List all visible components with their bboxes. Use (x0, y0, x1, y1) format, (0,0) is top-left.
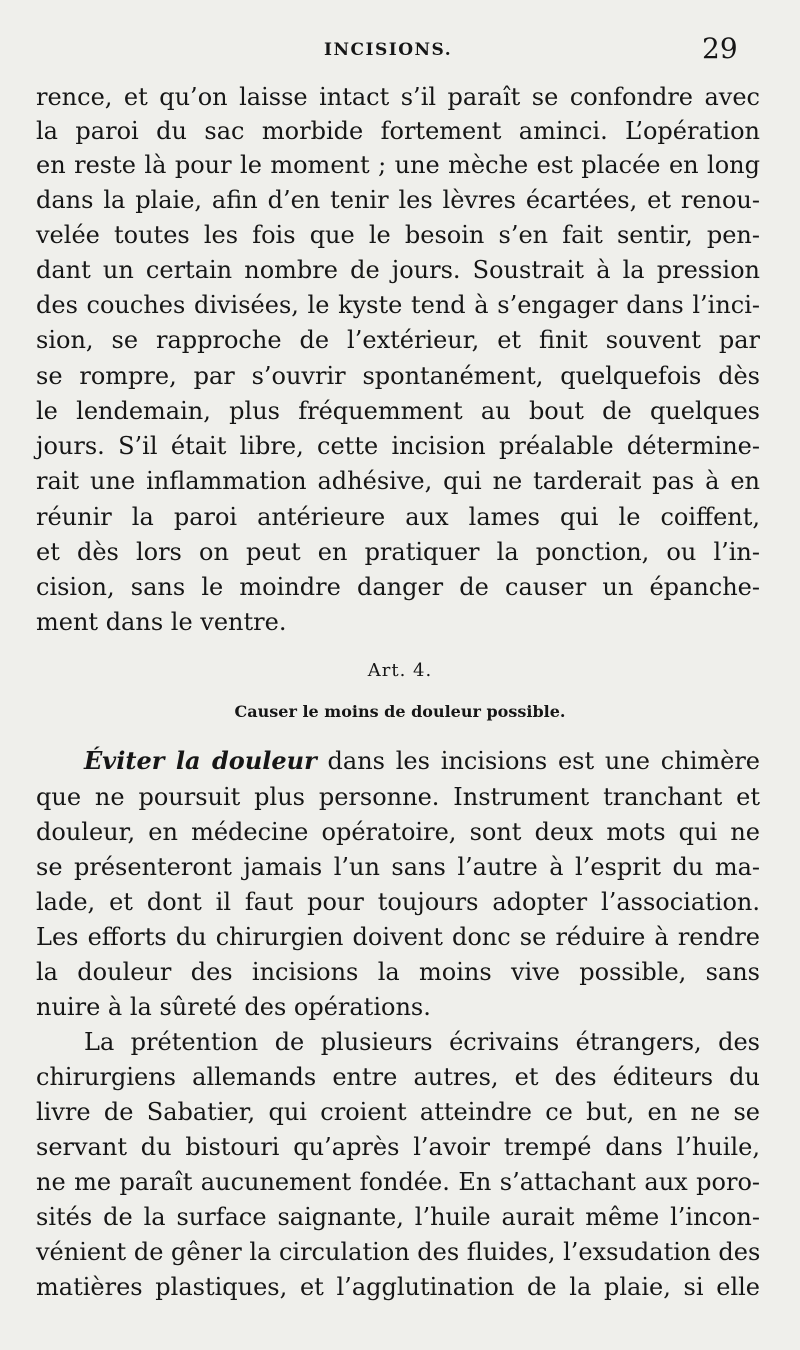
text-line: vénient de gêner la circulation des fluides, l’exsudation des (36, 1238, 761, 1266)
text-line: rait une inflammation adhésive, qui ne tarderait pas à en (36, 467, 760, 495)
text-line: douleur, en médecine opératoire, sont deux mots qui ne (36, 818, 760, 846)
text-line: ne me paraît aucunement fondée. En s’attachant aux poro- (36, 1168, 760, 1196)
emphasis-text: Éviter la douleur (84, 746, 317, 775)
text-line: sion, se rapproche de l’extérieur, et finit souvent par (36, 326, 760, 354)
text-line: et dès lors on peut en pratiquer la ponction, ou l’in- (36, 538, 760, 566)
text-line: Les efforts du chirurgien doivent donc se réduire à rendre (36, 923, 760, 951)
text-line: se présenteront jamais l’un sans l’autre à l’esprit du ma- (36, 853, 760, 881)
text-line: velée toutes les fois que le besoin s’en fait sentir, pen- (36, 221, 760, 249)
text-line: dans la plaie, afin d’en tenir les lèvres écartées, et renou- (36, 186, 760, 214)
text-line: cision, sans le moindre danger de causer un épanche- (36, 573, 760, 601)
text-line: nuire à la sûreté des opérations. (36, 993, 431, 1021)
text-line: que ne poursuit plus personne. Instrument tranchant et (36, 783, 760, 811)
text-line: se rompre, par s’ouvrir spontanément, quelquefois dès (36, 362, 760, 390)
running-head: INCISIONS. (324, 40, 453, 60)
text-line: le lendemain, plus fréquemment au bout de quelques (36, 397, 760, 425)
text-line: rence, et qu’on laisse intact s’il paraît se confondre avec (36, 83, 760, 111)
text-line: en reste là pour le moment ; une mèche est placée en long (36, 151, 760, 179)
text-line: servant du bistouri qu’après l’avoir trempé dans l’huile, (36, 1133, 760, 1161)
text-line: sités de la surface saignante, l’huile aurait même l’incon- (36, 1203, 760, 1231)
page-header (0, 32, 800, 76)
text-line: des couches divisées, le kyste tend à s’engager dans l’inci- (36, 291, 760, 319)
text-line: la douleur des incisions la moins vive possible, sans (36, 958, 760, 986)
article-subheading: Causer le moins de douleur possible. (234, 702, 566, 721)
text-line: réunir la paroi antérieure aux lames qui le coiffent, (36, 503, 760, 531)
page-number: 29 (702, 32, 738, 65)
text-line: livre de Sabatier, qui croient atteindre ce but, en ne se (36, 1098, 760, 1126)
text-line: dant un certain nombre de jours. Soustrait à la pression (36, 256, 760, 284)
text-line: ment dans le ventre. (36, 608, 287, 636)
article-heading: Art. 4. (367, 660, 433, 681)
text-line: chirurgiens allemands entre autres, et des éditeurs du (36, 1063, 760, 1091)
text-line: matières plastiques, et l’agglutination de la plaie, si elle (36, 1273, 760, 1301)
text-line: la paroi du sac morbide fortement aminci. L’opération (36, 117, 760, 145)
text-line: La prétention de plusieurs écrivains étrangers, des (84, 1028, 760, 1056)
text-span: dans les incisions est une chimère (316, 747, 760, 775)
text-line: lade, et dont il faut pour toujours adopter l’association. (36, 888, 760, 916)
text-line: jours. S’il était libre, cette incision préalable détermine- (36, 432, 760, 460)
paragraph-first-line (36, 744, 760, 778)
